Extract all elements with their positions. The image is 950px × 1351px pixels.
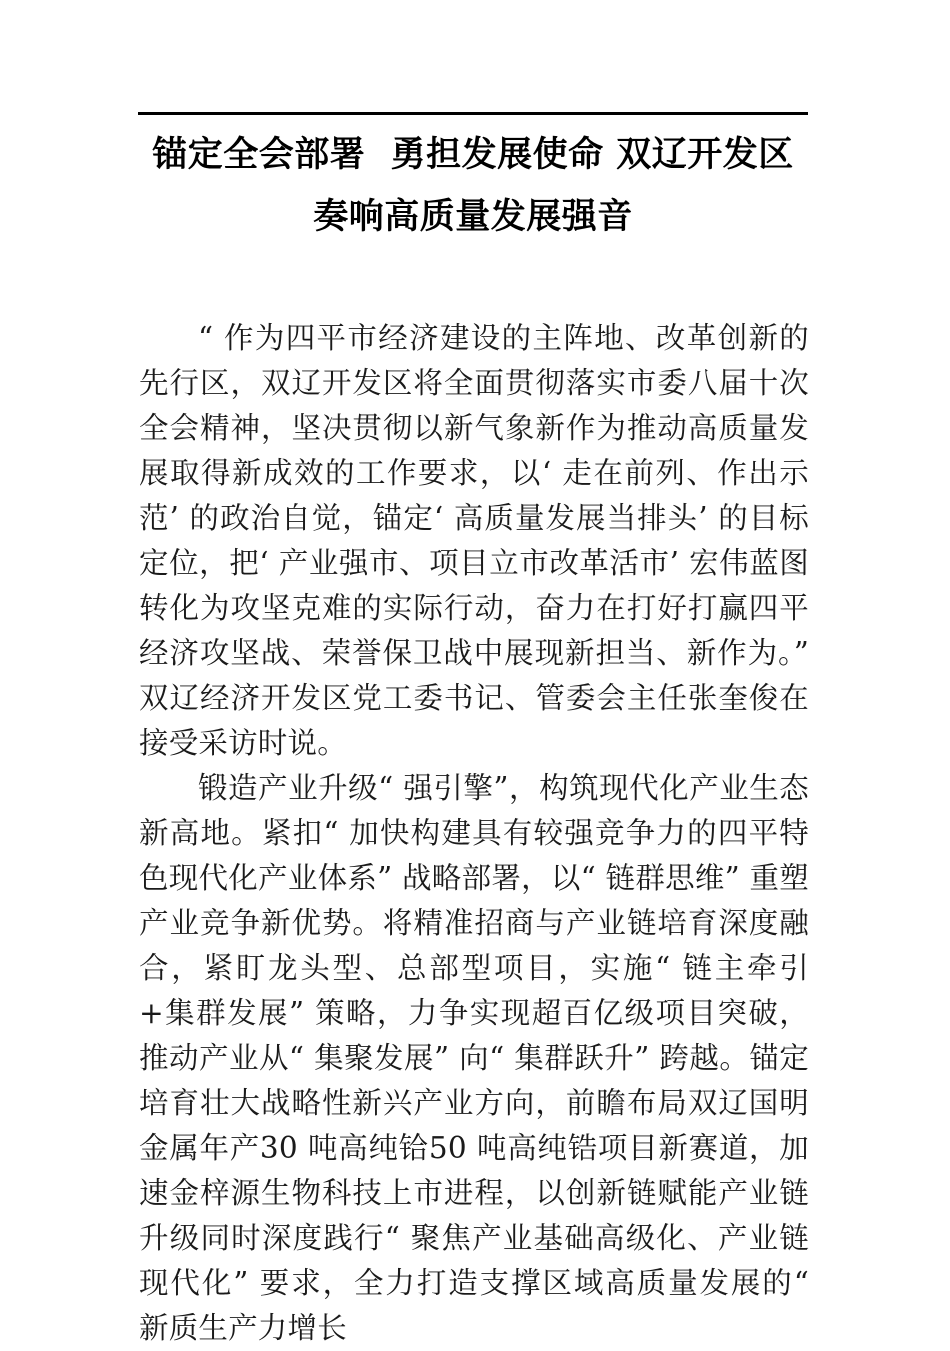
- body-paragraph-1: “ 作为四平市经济建设的主阵地、改革创新的先行区，双辽开发区将全面贯彻落实市委八届十次全会精神，坚决贯彻以新气象新作为推动高质量发展取得新成效的工作要求，以‘ 走在前列、作出示范’ 的政治自觉，锚定‘ 高质量发展当排头’ 的目标定位，把‘ 产业强市、项目立市改革活市’ 宏伟蓝图转化为攻坚克难的实际行动，奋力在打好打赢四平经济攻坚战、荣誉保卫战中展现新担当、新作为。” 双辽经济开发区党工委书记、管委会主任张奎俊在接受采访时说。: [139, 321, 809, 760]
- page-title-line-1: 锚定全会部署 勇担发展使命 双辽开发区: [152, 134, 794, 175]
- document-body: [139, 316, 809, 1351]
- page-title: [138, 124, 808, 248]
- body-paragraph-2: 锻造产业升级“ 强引擎”，构筑现代化产业生态新高地。紧扣“ 加快构建具有较强竞争力的四平特色现代化产业体系” 战略部署，以“ 链群思维” 重塑产业竞争新优势。将精准招商与产业链培育深度融合，紧盯龙头型、总部型项目，实施“ 链主牵引+集群发展” 策略，力争实现超百亿级项目突破，推动产业从“ 集聚发展” 向“ 集群跃升” 跨越。锚定培育壮大战略性新兴产业方向，前瞻布局双辽国明金属年产30 吨高纯铪50 吨高纯锆项目新赛道，加速金梓源生物科技上市进程，以创新链赋能产业链升级同时深度践行“ 聚焦产业基础高级化、产业链现代化” 要求，全力打造支撑区域高质量发展的“ 新质生产力增长: [139, 771, 809, 1345]
- page-title-line-2: 奏响高质量发展强音: [313, 196, 633, 237]
- header-horizontal-rule: [138, 112, 808, 115]
